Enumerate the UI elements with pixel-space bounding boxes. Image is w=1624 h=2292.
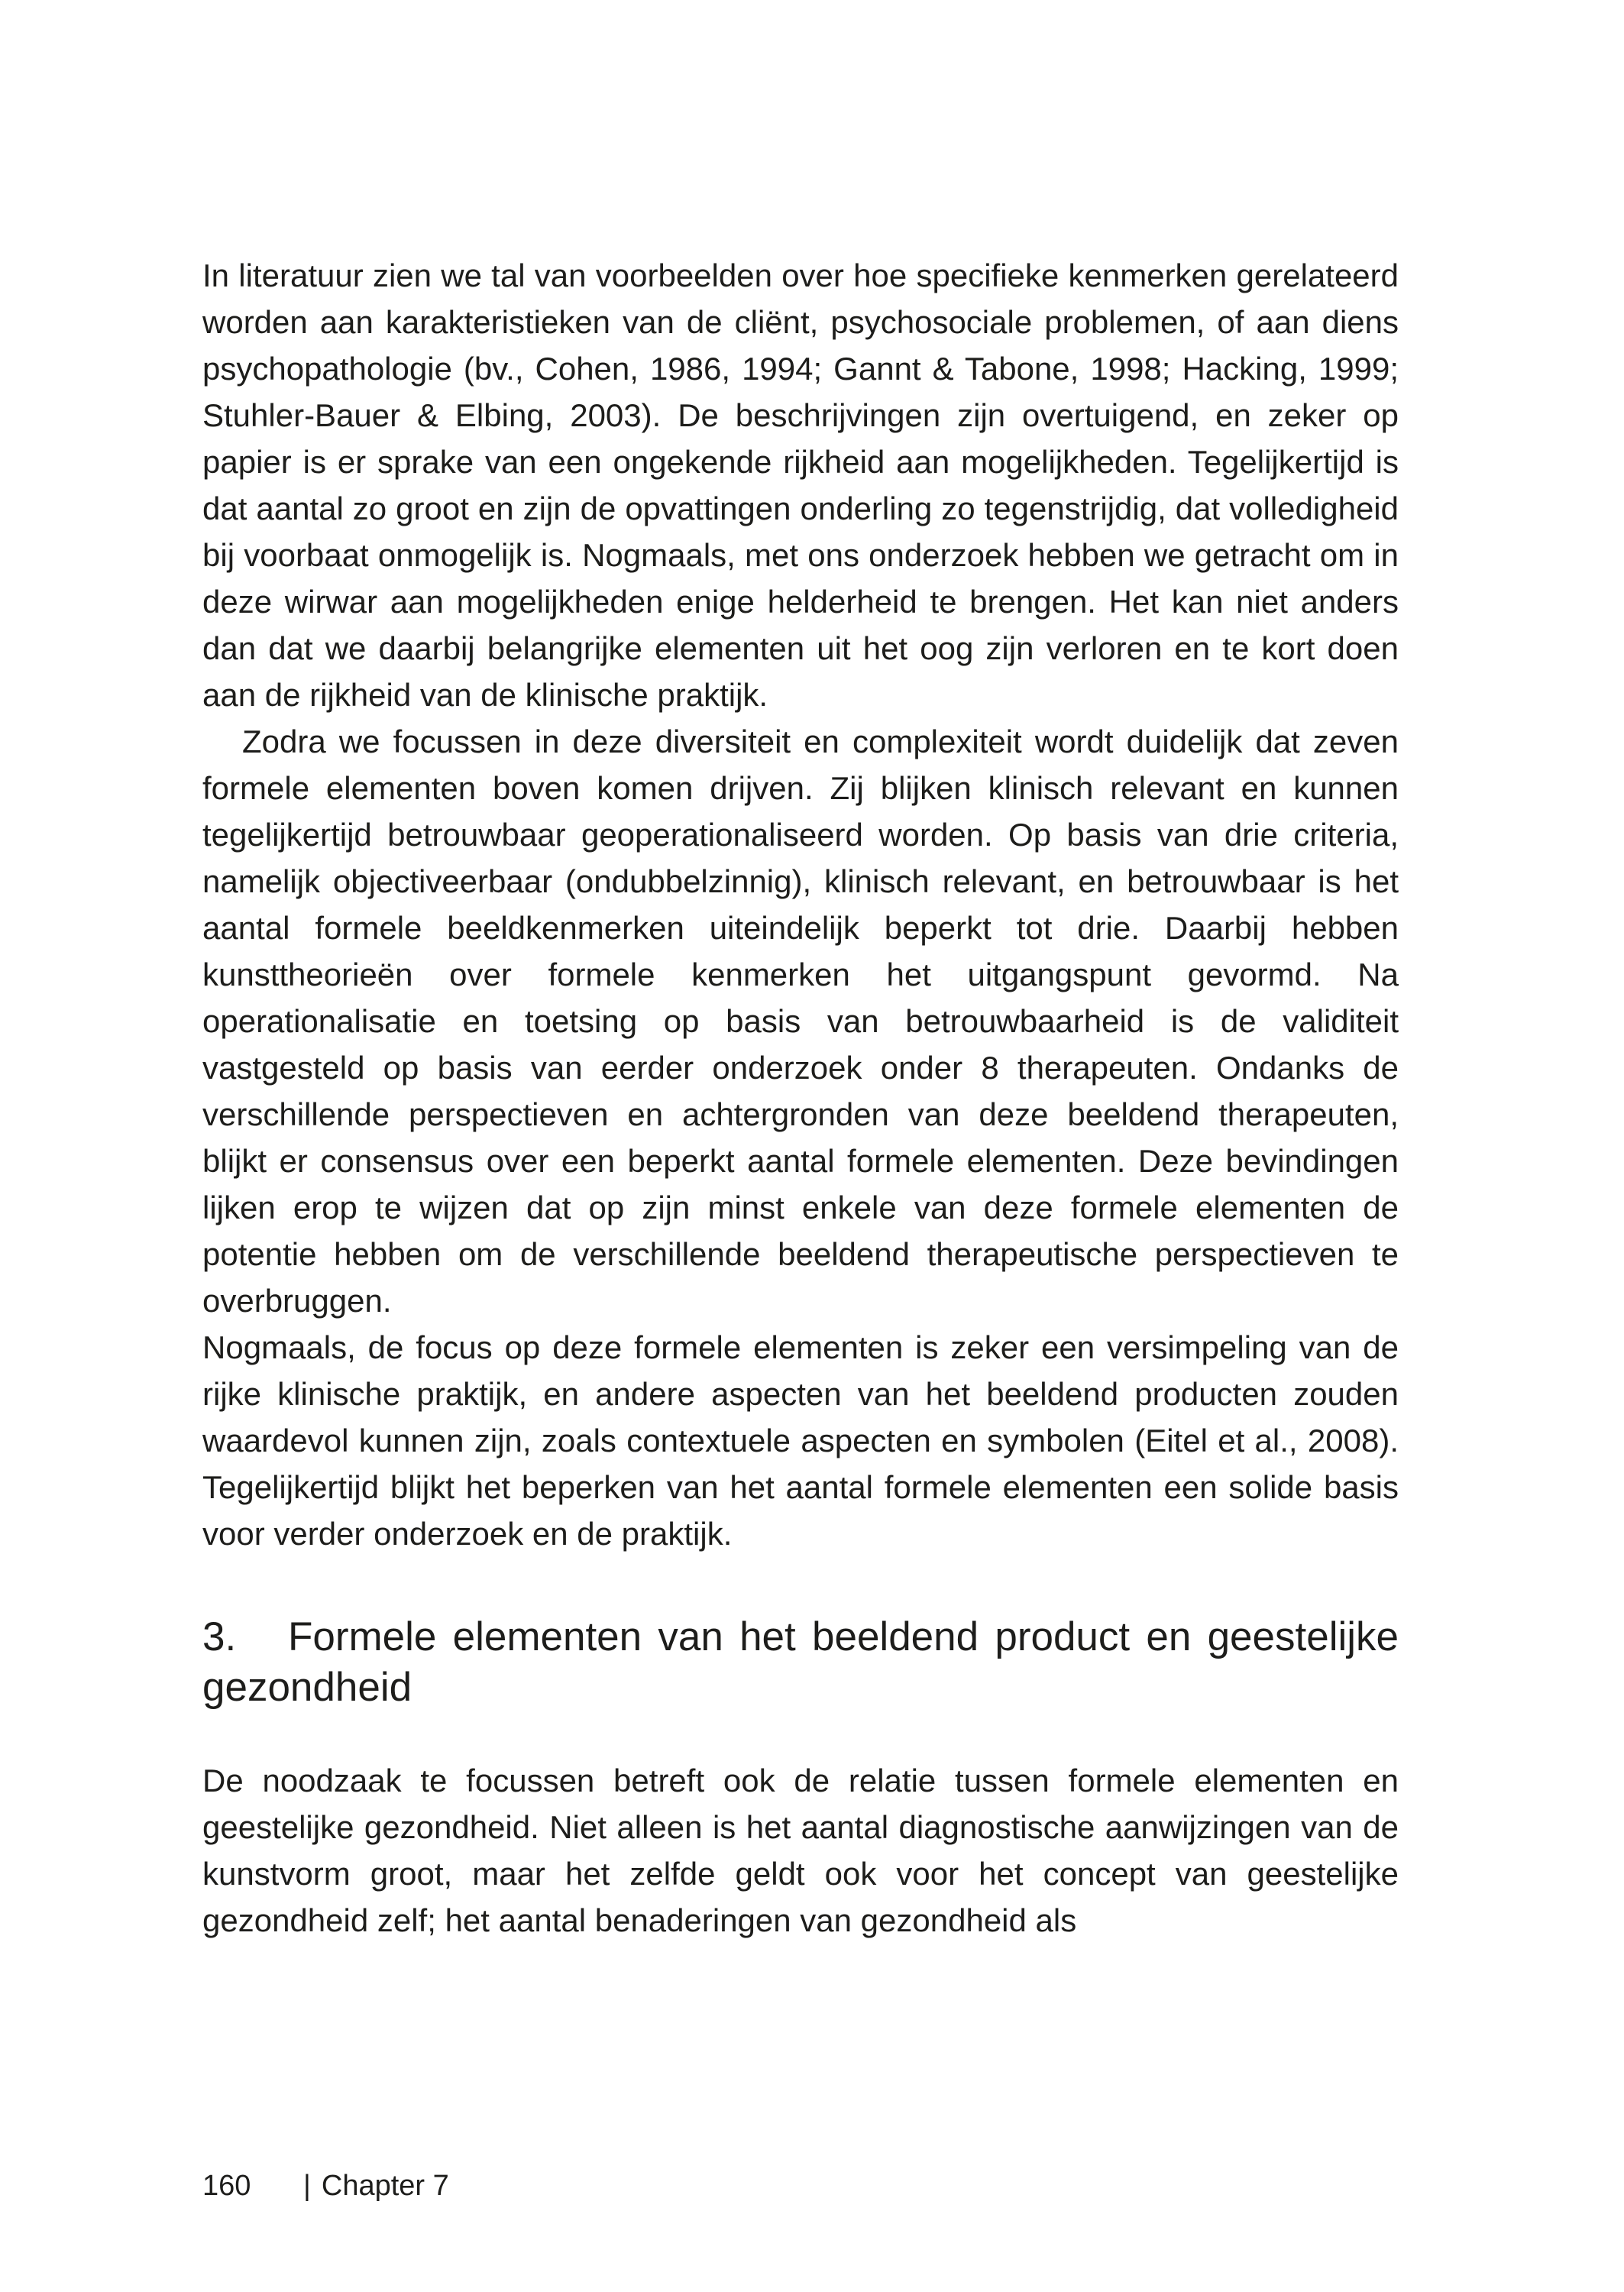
section-number: 3. <box>202 1614 237 1659</box>
body-paragraph-2: Zodra we focussen in deze diversiteit en complexiteit wordt duidelijk dat zeven formele elementen boven komen drijven. Zij blijken klinisch relevant en kunnen tegelijkertijd betrouwbaar geoperationaliseerd worden. Op basis van drie criteria, namelijk objectiveerbaar (ondubbelzinnig), klinisch relevant, en betrouwbaar is het aantal formele beeldkenmerken uiteindelijk beperkt tot drie. Daarbij hebben kunsttheorieën over formele kenmerken het uitgangspunt gevormd. Na operationalisatie en toetsing op basis van betrouwbaarheid is de validiteit vastgesteld op basis van eerder onderzoek onder 8 therapeuten. Ondanks de verschillende perspectieven en achtergronden van deze beeldend therapeuten, blijkt er consensus over een beperkt aantal formele elementen. Deze bevindingen lijken erop te wijzen dat op zijn minst enkele van deze formele elementen de potentie hebben om de verschillende beeldend therapeutische perspectieven te overbruggen. <box>202 724 1399 1319</box>
section-heading <box>202 1612 1399 1713</box>
body-paragraph-1: In literatuur zien we tal van voorbeelden over hoe specifieke kenmerken gerelateerd worden aan karakteristieken van de cliënt, psychosociale problemen, of aan diens psychopathologie (bv., Cohen, 1986, 1994; Gannt & Tabone, 1998; Hacking, 1999; Stuhler-Bauer & Elbing, 2003). De beschrijvingen zijn overtuigend, en zeker op papier is er sprake van een ongekende rijkheid aan mogelijkheden. Tegelijkertijd is dat aantal zo groot en zijn de opvattingen onderling zo tegenstrijdig, dat volledigheid bij voorbaat onmogelijk is. Nogmaals, met ons onderzoek hebben we getracht om in deze wirwar aan mogelijkheden enige helderheid te brengen. Het kan niet anders dan dat we daarbij belangrijke elementen uit het oog zijn verloren en te kort doen aan de rijkheid van de klinische praktijk. <box>202 257 1399 713</box>
page-content <box>202 252 1399 1944</box>
body-paragraph-4: De noodzaak te focussen betreft ook de relatie tussen formele elementen en geestelijke gezondheid. Niet alleen is het aantal diagnostische aanwijzingen van de kunstvorm groot, maar het zelfde geldt ook voor het concept van geestelijke gezondheid zelf; het aantal benaderingen van gezondheid als <box>202 1763 1399 1938</box>
section-title: Formele elementen van het beeldend product en geestelijke gezondheid <box>202 1614 1399 1710</box>
page-footer <box>202 2168 449 2203</box>
page-number: 160 <box>202 2170 251 2202</box>
body-paragraph-3: Nogmaals, de focus op deze formele elementen is zeker een versimpeling van de rijke klinische praktijk, en andere aspecten van het beeldend producten zouden waardevol kunnen zijn, zoals contextuele aspecten en symbolen (Eitel et al., 2008). Tegelijkertijd blijkt het beperken van het aantal formele elementen een solide basis voor verder onderzoek en de praktijk. <box>202 1329 1399 1552</box>
chapter-label: Chapter 7 <box>321 2170 449 2202</box>
footer-separator: | <box>303 2170 311 2202</box>
